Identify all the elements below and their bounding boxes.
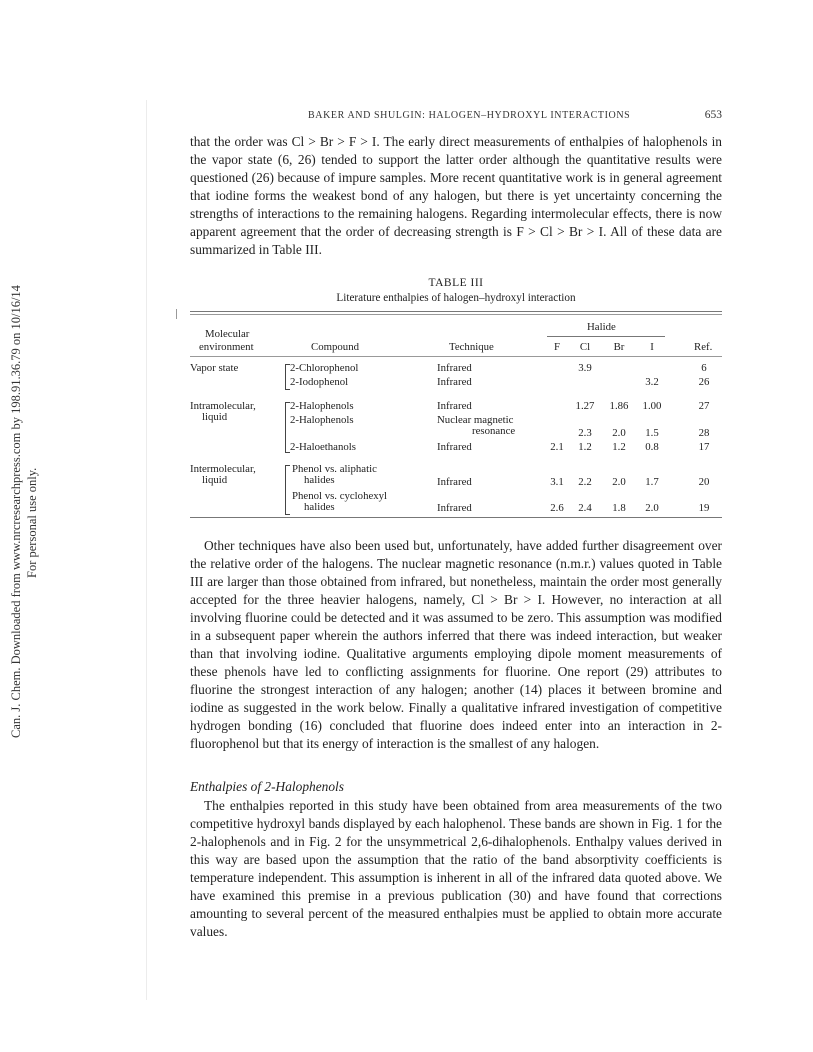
header-ref: Ref.: [694, 341, 713, 353]
table-row-7-br: 1.8: [612, 502, 626, 514]
table-row-3-i: 1.00: [642, 400, 662, 412]
table-row-3-env2: liquid: [202, 411, 228, 423]
table-row-4-technique2: resonance: [472, 425, 516, 437]
running-title: BAKER AND SHULGIN: HALOGEN–HYDROXYL INTERACTIONS: [308, 110, 631, 121]
table-row-5-compound: 2-Haloethanols: [290, 441, 356, 453]
table-row-6-compound: Phenol vs. aliphatic: [292, 463, 377, 475]
table-row-4-i: 1.5: [645, 427, 659, 439]
table-row-6-ref: 20: [698, 476, 710, 488]
paragraph-enthalpies: The enthalpies reported in this study have been obtained from area measurements of the two competitive hydroxyl bands displayed by each halophenol. These bands are shown in Fig. 1 for the 2-halophenols and in Fig. 2 for the unsymmetrical 2,6-dihalophenols. Enthalpy values derived in this way are based upon the assumption that the ratio of the band absorptivity coefficients is temperature independent. This assumption is inherent in all of the infrared data quoted above. We have examined this premise in a previous publication (30) and have found that corrections amounting to several percent of the measured enthalpies must be applied to obtain more accurate values.: [190, 798, 722, 939]
download-watermark: [4, 260, 48, 740]
table-row-3-technique: Infrared: [437, 400, 472, 412]
header-i: I: [650, 341, 654, 353]
table-row-3-cl: 1.27: [575, 400, 595, 412]
table-row-5-technique: Infrared: [437, 441, 472, 453]
bracket-intermolecular: [285, 465, 290, 515]
section-heading: Enthalpies of 2-Halophenols: [190, 779, 344, 794]
table-row-4-cl: 2.3: [578, 427, 592, 439]
table-row-7-f: 2.6: [550, 502, 564, 514]
paragraph-other-techniques: Other techniques have also been used but, unfortunately, have added further disagreement over the relative order of the halogens. The nuclear magnetic resonance (n.m.r.) values quoted in Table III are larger than those obtained from infrared, but nonetheless, maintain the order most generally accepted for the three heavier halogens, namely, Cl > Br > I. However, no interaction at all involving fluorine could be detected and it was assumed to be zero. This assumption was modified in a subsequent paper wherein the authors inferred that there was indeed interaction, but weaker than that involving iodine. Qualitative arguments employing dipole moment measurements of these phenols have led to conflicting assignments for fluorine. One report (29) attributes to fluorine the strongest interaction of any halogen; another (14) places it between bromine and iodine as suggested in the work below. Finally a qualitative infrared investigation of competitive hydrogen bonding (16) concluded that fluorine does indeed enter into an interaction in 2-fluorophenol but that its energy of interaction is the smallest of any halogen.: [190, 538, 722, 751]
table-row-4-compound: 2-Halophenols: [290, 414, 354, 426]
table-row-2-technique: Infrared: [437, 376, 472, 388]
table-row-6-env2: liquid: [202, 474, 228, 486]
table-row-6-f: 3.1: [550, 476, 564, 488]
table-row-6-compound2: halides: [304, 474, 335, 486]
table-row-1-ref: 6: [701, 362, 707, 374]
table-row-4-technique: Nuclear magnetic: [437, 414, 514, 426]
table-row-7-compound2: halides: [304, 501, 335, 513]
table-row-1-technique: Infrared: [437, 362, 472, 374]
page-number: 653: [704, 109, 722, 121]
table-row-5-i: 0.8: [645, 441, 659, 453]
table-row-7-technique: Infrared: [437, 502, 472, 514]
running-header: [190, 110, 722, 126]
intro-paragraph: that the order was Cl > Br > F > I. The early direct measurements of enthalpies of halophenols in the vapor state (6, 26) tended to support the latter order although the quantitative results were questioned (26) because of impure samples. More recent quantitative work is in general agreement that iodine forms the weakest bond of any halogen, but there is yet uncertainty concerning the strengths of interactions to the remaining halogens. Regarding intermolecular effects, there is now apparent agreement that the order of decreasing strength is F > Cl > Br > I. All of these data are summarized in Table III.: [190, 134, 722, 257]
table-row-7-ref: 19: [698, 502, 710, 514]
table-row-2-ref: 26: [698, 376, 710, 388]
table-caption: Literature enthalpies of halogen–hydroxyl interaction: [336, 292, 576, 304]
table-row-7-compound: Phenol vs. cyclohexyl: [292, 490, 388, 502]
table-row-2-i: 3.2: [645, 376, 659, 388]
table-row-3-br: 1.86: [609, 400, 629, 412]
table-row-4-ref: 28: [698, 427, 710, 439]
table-top-rule: [190, 311, 722, 312]
header-technique: Technique: [449, 341, 494, 353]
table-row-6-technique: Infrared: [437, 476, 472, 488]
table-row-6-i: 1.7: [645, 476, 659, 488]
table-row-5-f: 2.1: [550, 441, 564, 453]
table-row-3-env: Intramolecular,: [190, 400, 256, 412]
table-number: TABLE III: [428, 277, 484, 289]
table-row-6-cl: 2.2: [578, 476, 592, 488]
table-row-6-env: Intermolecular,: [190, 463, 256, 475]
header-halide: Halide: [587, 321, 616, 333]
header-cl: Cl: [579, 341, 591, 353]
table-header-rule: [190, 356, 722, 357]
header-environment-1: Molecular: [205, 328, 250, 340]
table-row-1-cl: 3.9: [578, 362, 592, 374]
table-row-6-br: 2.0: [612, 476, 626, 488]
watermark-line-1: Can. J. Chem. Downloaded from www.nrcresearchpress.com by 198.91.36.79 on 10/16/14: [9, 285, 23, 738]
table-bottom-rule: [190, 517, 722, 518]
table-row-7-i: 2.0: [645, 502, 659, 514]
table-row-5-cl: 1.2: [578, 441, 592, 453]
table-row-7-cl: 2.4: [578, 502, 592, 514]
header-compound: Compound: [311, 341, 359, 353]
header-environment-2: environment: [199, 341, 254, 353]
table-row-2-compound: 2-Iodophenol: [290, 376, 349, 388]
table-row-5-br: 1.2: [612, 441, 626, 453]
table-row-1-env: Vapor state: [190, 362, 239, 374]
table-margin-tick: [176, 309, 177, 319]
table-row-3-ref: 27: [698, 400, 710, 412]
header-f: F: [553, 341, 560, 353]
table-row-4-br: 2.0: [612, 427, 626, 439]
halide-spanner-rule: [547, 336, 665, 337]
margin-line: [146, 100, 147, 1000]
watermark-line-2: For personal use only.: [25, 467, 39, 578]
table-row-1-compound: 2-Chlorophenol: [290, 362, 359, 374]
table-top-rule-2: [190, 314, 722, 315]
table-row-3-compound: 2-Halophenols: [290, 400, 354, 412]
header-br: Br: [613, 341, 625, 353]
table-row-5-ref: 17: [698, 441, 710, 453]
